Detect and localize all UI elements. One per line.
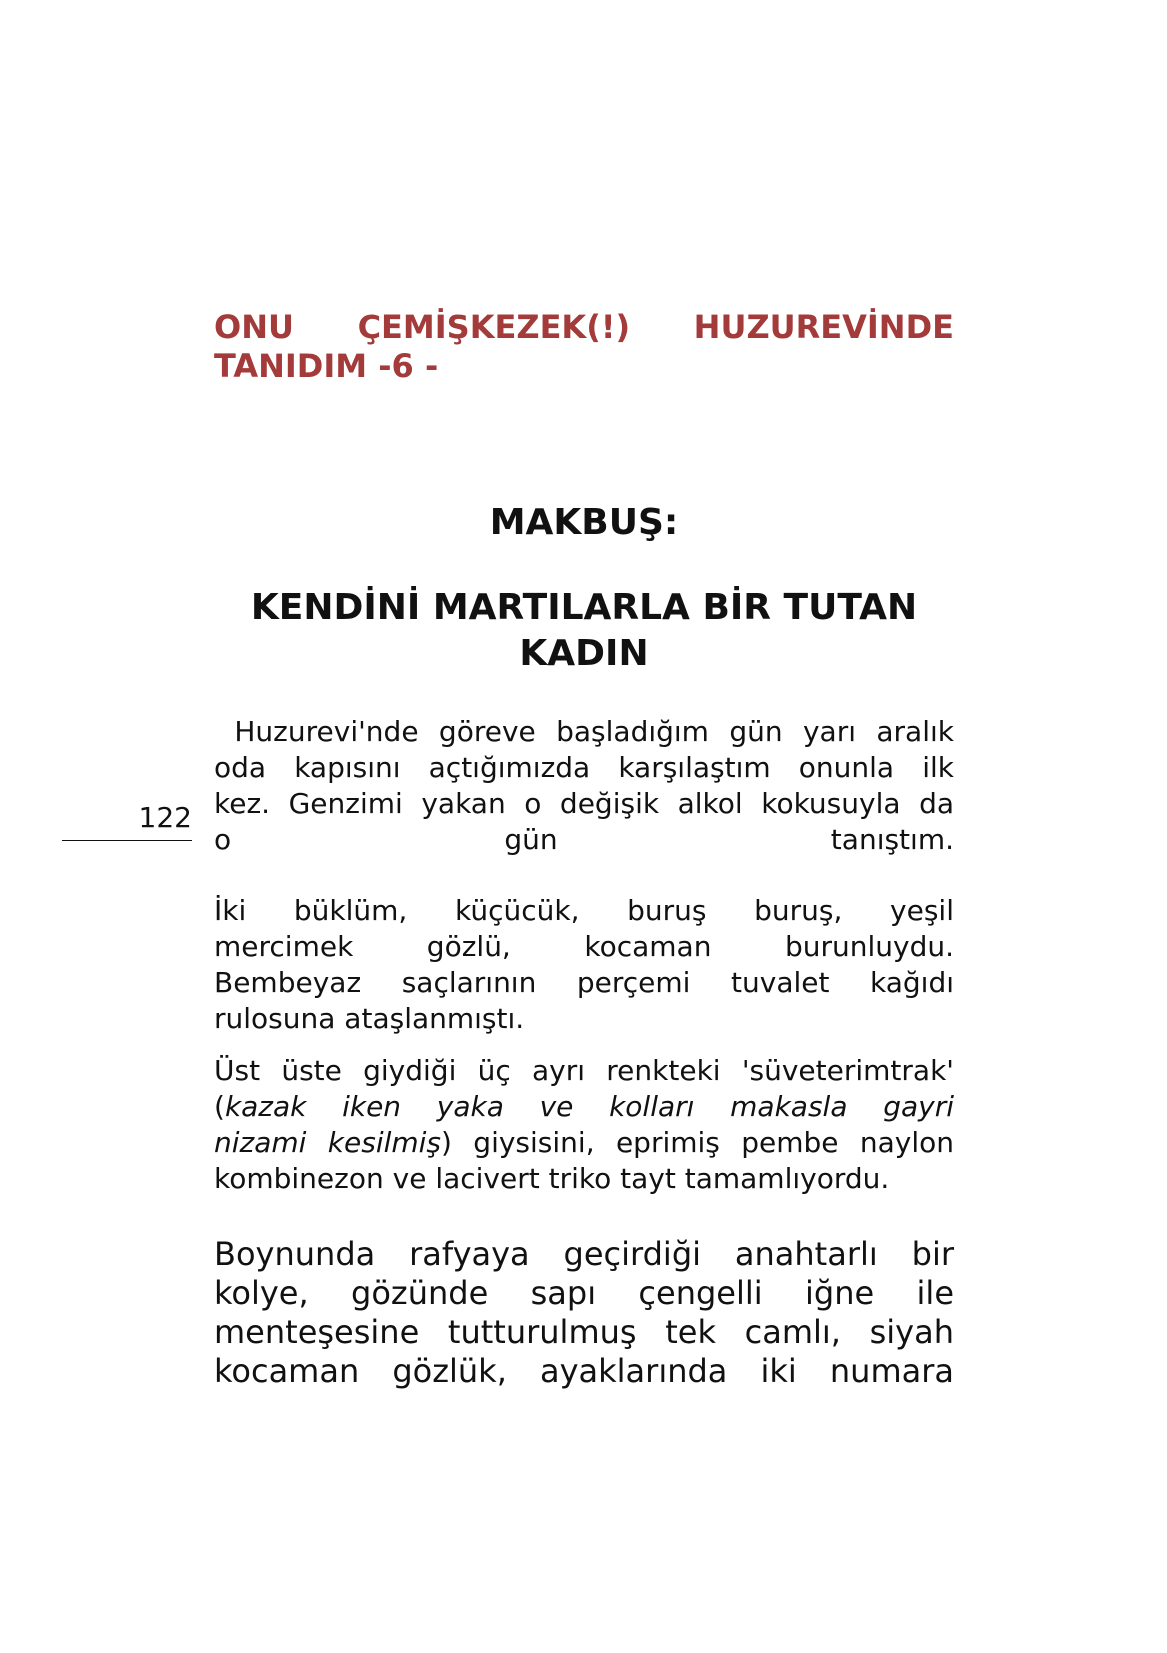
paragraph-4-line: kolye, gözünde sapı çengelli iğne ile [214,1274,954,1312]
page-number: 122 [138,801,192,834]
paragraph-3-italic-text: kazak iken yaka ve kolları makasla gayri [224,1090,954,1123]
paragraph-1 [214,714,954,858]
paragraph-1-line: Huzurevi'nde göreve başladığım gün yarı aralık [214,715,954,748]
story-title-line-1: KENDİNİ MARTILARLA BİR TUTAN [250,587,918,628]
paragraph-4-line: menteşesine tutturulmuş tek camlı, siyah [214,1313,954,1351]
paragraph-3-line-3 [214,1125,954,1161]
paragraph-4 [214,1235,954,1391]
section-title: MAKBUŞ: [489,502,679,543]
paragraph-4-line: Boynunda rafyaya geçirdiği anahtarlı bir [214,1235,954,1273]
paragraph-2-line: Bembeyaz saçlarının perçemi tuvalet kağıdı [214,966,954,999]
paragraph-1-line: kez. Genzimi yakan o değişik alkol kokusuyla da [214,787,954,820]
story-title-line-2: KADIN [519,633,649,674]
paragraph-2-line: mercimek gözlü, kocaman burunluydu. [214,930,954,963]
paragraph-3-text: ) giysisini, eprimiş pembe naylon [441,1126,954,1159]
chapter-heading [214,308,954,386]
paragraph-3-line-2 [214,1089,954,1125]
paragraph-2 [214,893,954,1037]
paragraph-3-italic-text: nizami kesilmiş [214,1126,442,1159]
paragraph-3-open-paren: ( [214,1090,225,1123]
paragraph-3 [214,1053,954,1197]
chapter-heading-line-2: TANIDIM -6 - [214,347,439,385]
story-title [214,585,954,677]
page-number-rule [62,840,192,841]
paragraph-3-line: kombinezon ve lacivert triko tayt tamamlıyordu. [214,1162,890,1195]
paragraph-4-line: kocaman gözlük, ayaklarında iki numara [214,1352,954,1390]
paragraph-1-line: o gün tanıştım. [214,823,954,856]
paragraph-2-line: rulosuna ataşlanmıştı. [214,1002,525,1035]
paragraph-2-line: İki büklüm, küçücük, buruş buruş, yeşil [214,894,954,927]
paragraph-1-line: oda kapısını açtığımızda karşılaştım onunla ilk [214,751,954,784]
paragraph-3-line: Üst üste giydiği üç ayrı renkteki 'süveterimtrak' [214,1054,954,1087]
chapter-heading-line-1: ONU ÇEMİŞKEZEK(!) HUZUREVİNDE [214,308,954,346]
